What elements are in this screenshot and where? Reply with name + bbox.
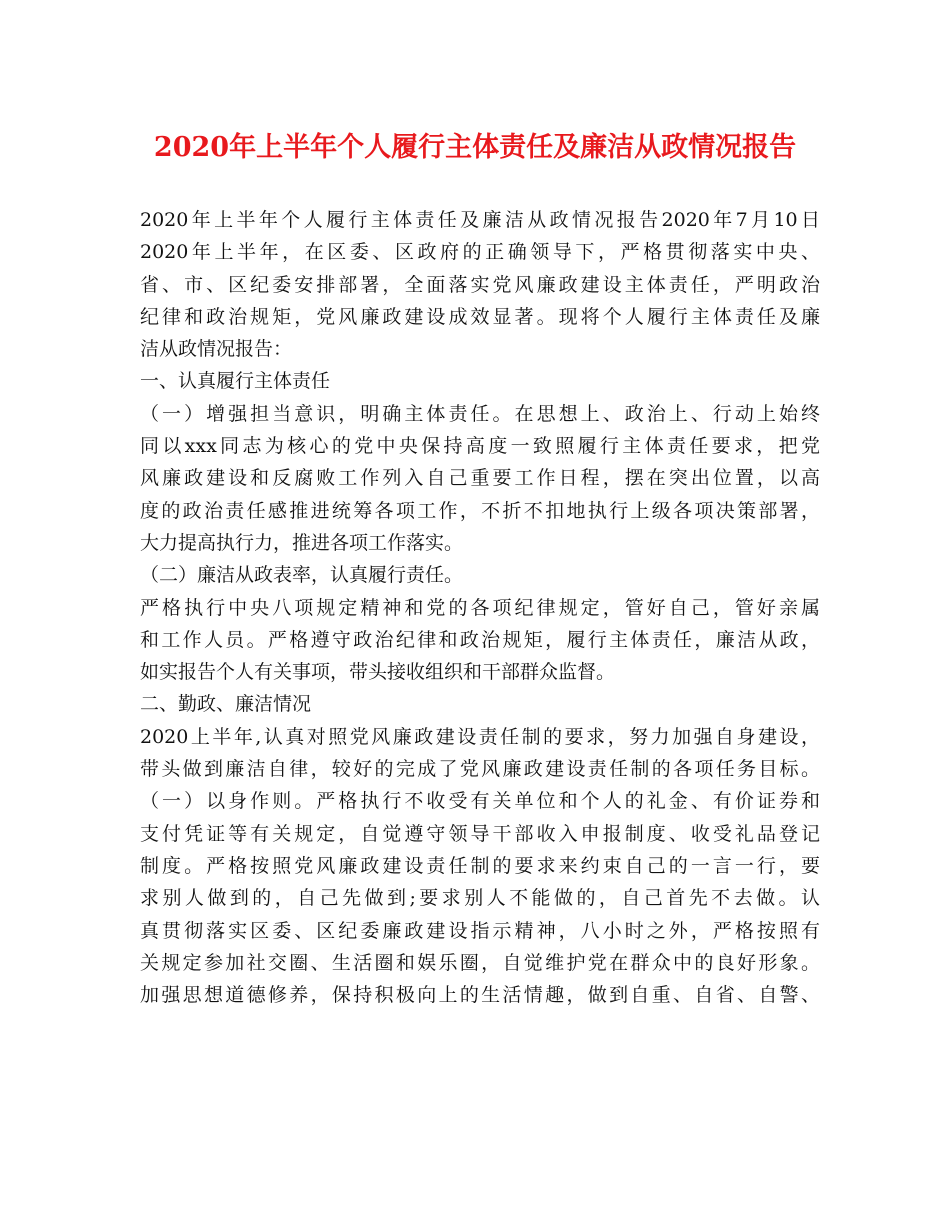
body-line: 关规定参加社交圈、生活圈和娱乐圈，自觉维护党在群众中的良好形象。 bbox=[140, 951, 820, 974]
body-line: 真贯彻落实区委、区纪委廉政建设指示精神，八小时之外，严格按照有 bbox=[140, 919, 820, 942]
body-line: 二、勤政、廉洁情况 bbox=[140, 693, 312, 716]
body-line: 2020年上半年个人履行主体责任及廉洁从政情况报告2020年7月10日 bbox=[140, 209, 820, 231]
body-line: 度的政治责任感推进统筹各项工作，不折不扣地执行上级各项决策部署， bbox=[140, 499, 820, 522]
body-line: 大力提高执行力，推进各项工作落实。 bbox=[140, 531, 464, 554]
document-body bbox=[140, 204, 820, 1011]
body-line: 省、市、区纪委安排部署，全面落实党风廉政建设主体责任，严明政治 bbox=[140, 273, 820, 296]
body-line: 2020上半年,认真对照党风廉政建设责任制的要求，努力加强自身建设， bbox=[140, 725, 820, 748]
body-line: 如实报告个人有关事项，带头接收组织和干部群众监督。 bbox=[140, 661, 616, 684]
document-title: 2020年上半年个人履行主体责任及廉洁从政情况报告 bbox=[153, 132, 797, 163]
body-line: （一）以身作则。严格执行不收受有关单位和个人的礼金、有价证券和 bbox=[140, 790, 820, 813]
body-line: （一）增强担当意识，明确主体责任。在思想上、政治上、行动上始终 bbox=[140, 402, 820, 425]
body-line: 求别人做到的，自己先做到;要求别人不能做的，自己首先不去做。认 bbox=[140, 887, 820, 910]
body-line: 同以xxx同志为核心的党中央保持高度一致照履行主体责任要求，把党 bbox=[140, 435, 820, 458]
body-line: 制度。严格按照党风廉政建设责任制的要求来约束自己的一言一行，要 bbox=[140, 854, 820, 877]
body-line: 严格执行中央八项规定精神和党的各项纪律规定，管好自己，管好亲属 bbox=[140, 596, 820, 619]
body-line: （二）廉洁从政表率，认真履行责任。 bbox=[140, 564, 464, 587]
body-line: 带头做到廉洁自律，较好的完成了党风廉政建设责任制的各项任务目标。 bbox=[140, 758, 820, 781]
body-line: 和工作人员。严格遵守政治纪律和政治规矩，履行主体责任，廉洁从政， bbox=[140, 628, 820, 651]
body-line: 风廉政建设和反腐败工作列入自己重要工作日程，摆在突出位置，以高 bbox=[140, 467, 820, 490]
body-line: 2020年上半年，在区委、区政府的正确领导下，严格贯彻落实中央、 bbox=[140, 241, 820, 264]
body-line: 纪律和政治规矩，党风廉政建设成效显著。现将个人履行主体责任及廉 bbox=[140, 305, 820, 328]
body-line: 支付凭证等有关规定，自觉遵守领导干部收入申报制度、收受礼品登记 bbox=[140, 822, 820, 845]
body-line: 洁从政情况报告： bbox=[140, 338, 293, 361]
body-line: 一、认真履行主体责任 bbox=[140, 370, 331, 393]
body-line: 加强思想道德修养，保持积极向上的生活情趣，做到自重、自省、自警、 bbox=[140, 984, 820, 1007]
